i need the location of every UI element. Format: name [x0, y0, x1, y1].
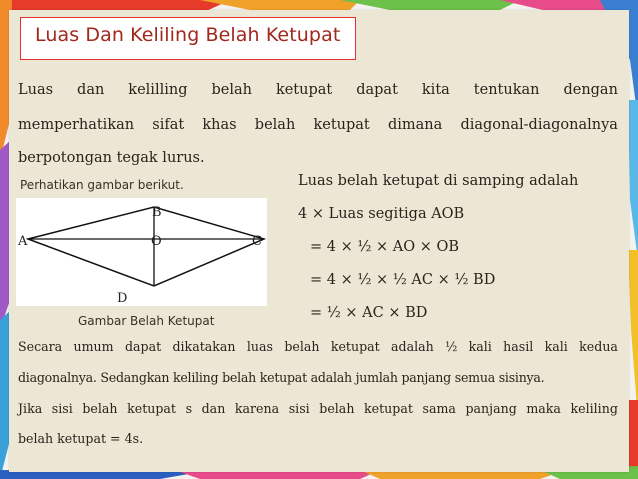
formula-step-3: = 4 × ½ × ½ AC × ½ BD — [310, 272, 496, 288]
word: dapat — [356, 82, 398, 98]
word: ½ — [445, 339, 458, 354]
word: diagonal-diagonalnya — [460, 117, 618, 133]
rhombus-outline — [28, 207, 264, 286]
word: belah — [254, 117, 296, 133]
label-d: D — [117, 291, 128, 306]
word: dan — [77, 82, 105, 98]
conclusion-line-4: belah ketupat = 4s. — [18, 431, 144, 446]
formula-heading: Luas belah ketupat di samping adalah — [298, 173, 579, 189]
word: sisi — [51, 401, 73, 416]
word: keliling — [570, 401, 618, 416]
word: tentukan — [473, 82, 540, 98]
word: kedua — [579, 339, 618, 354]
word: ketupat — [275, 82, 333, 98]
intro-line-3: berpotongan tegak lurus. — [18, 150, 205, 166]
label-o: O — [151, 234, 162, 249]
intro-line-1 — [18, 80, 618, 100]
formula-step-4: = ½ × AC × BD — [310, 305, 428, 321]
word: adalah — [391, 339, 434, 354]
conclusion-line-2: diagonalnya. Sedangkan keliling belah ketupat adalah jumlah panjang semua sisinya. — [18, 370, 545, 385]
word: dan — [201, 401, 226, 416]
word: belah — [82, 401, 118, 416]
word: dapat — [124, 339, 162, 354]
word: sisi — [288, 401, 310, 416]
figure-prompt: Perhatikan gambar berikut. — [20, 178, 184, 192]
word: dengan — [563, 82, 618, 98]
word: s — [185, 401, 193, 416]
conclusion-line-3 — [18, 401, 618, 416]
word: ketupat — [330, 339, 380, 354]
rhombus-figure — [16, 198, 267, 306]
word: kelilling — [128, 82, 188, 98]
word: belah — [284, 339, 320, 354]
word: Jika — [18, 401, 43, 416]
word: umum — [73, 339, 114, 354]
word: luas — [246, 339, 273, 354]
formula-step-1: 4 × Luas segitiga AOB — [298, 206, 465, 222]
word: memperhatikan — [18, 117, 135, 133]
word: maka — [526, 401, 561, 416]
rhombus-diagram — [16, 198, 267, 306]
word: sama — [422, 401, 456, 416]
intro-line-2 — [18, 115, 618, 135]
label-a: A — [18, 234, 28, 249]
word: sifat — [152, 117, 185, 133]
word: ketupat — [364, 401, 413, 416]
word: kali — [544, 339, 568, 354]
word: panjang — [465, 401, 517, 416]
slide-title: Luas Dan Keliling Belah Ketupat — [35, 24, 341, 46]
word: Secara — [18, 339, 63, 354]
word: belah — [211, 82, 252, 98]
word: kali — [468, 339, 492, 354]
word: khas — [202, 117, 237, 133]
word: dikatakan — [172, 339, 236, 354]
label-c: C — [252, 234, 262, 249]
word: ketupat — [127, 401, 176, 416]
word: karena — [234, 401, 280, 416]
formula-step-2: = 4 × ½ × AO × OB — [310, 239, 460, 255]
word: ketupat — [313, 117, 370, 133]
word: kita — [421, 82, 450, 98]
word: hasil — [503, 339, 534, 354]
conclusion-line-1 — [18, 339, 618, 354]
word: belah — [319, 401, 355, 416]
word: dimana — [387, 117, 443, 133]
label-b: B — [152, 205, 162, 220]
figure-caption: Gambar Belah Ketupat — [78, 314, 215, 328]
word: Luas — [18, 82, 54, 98]
